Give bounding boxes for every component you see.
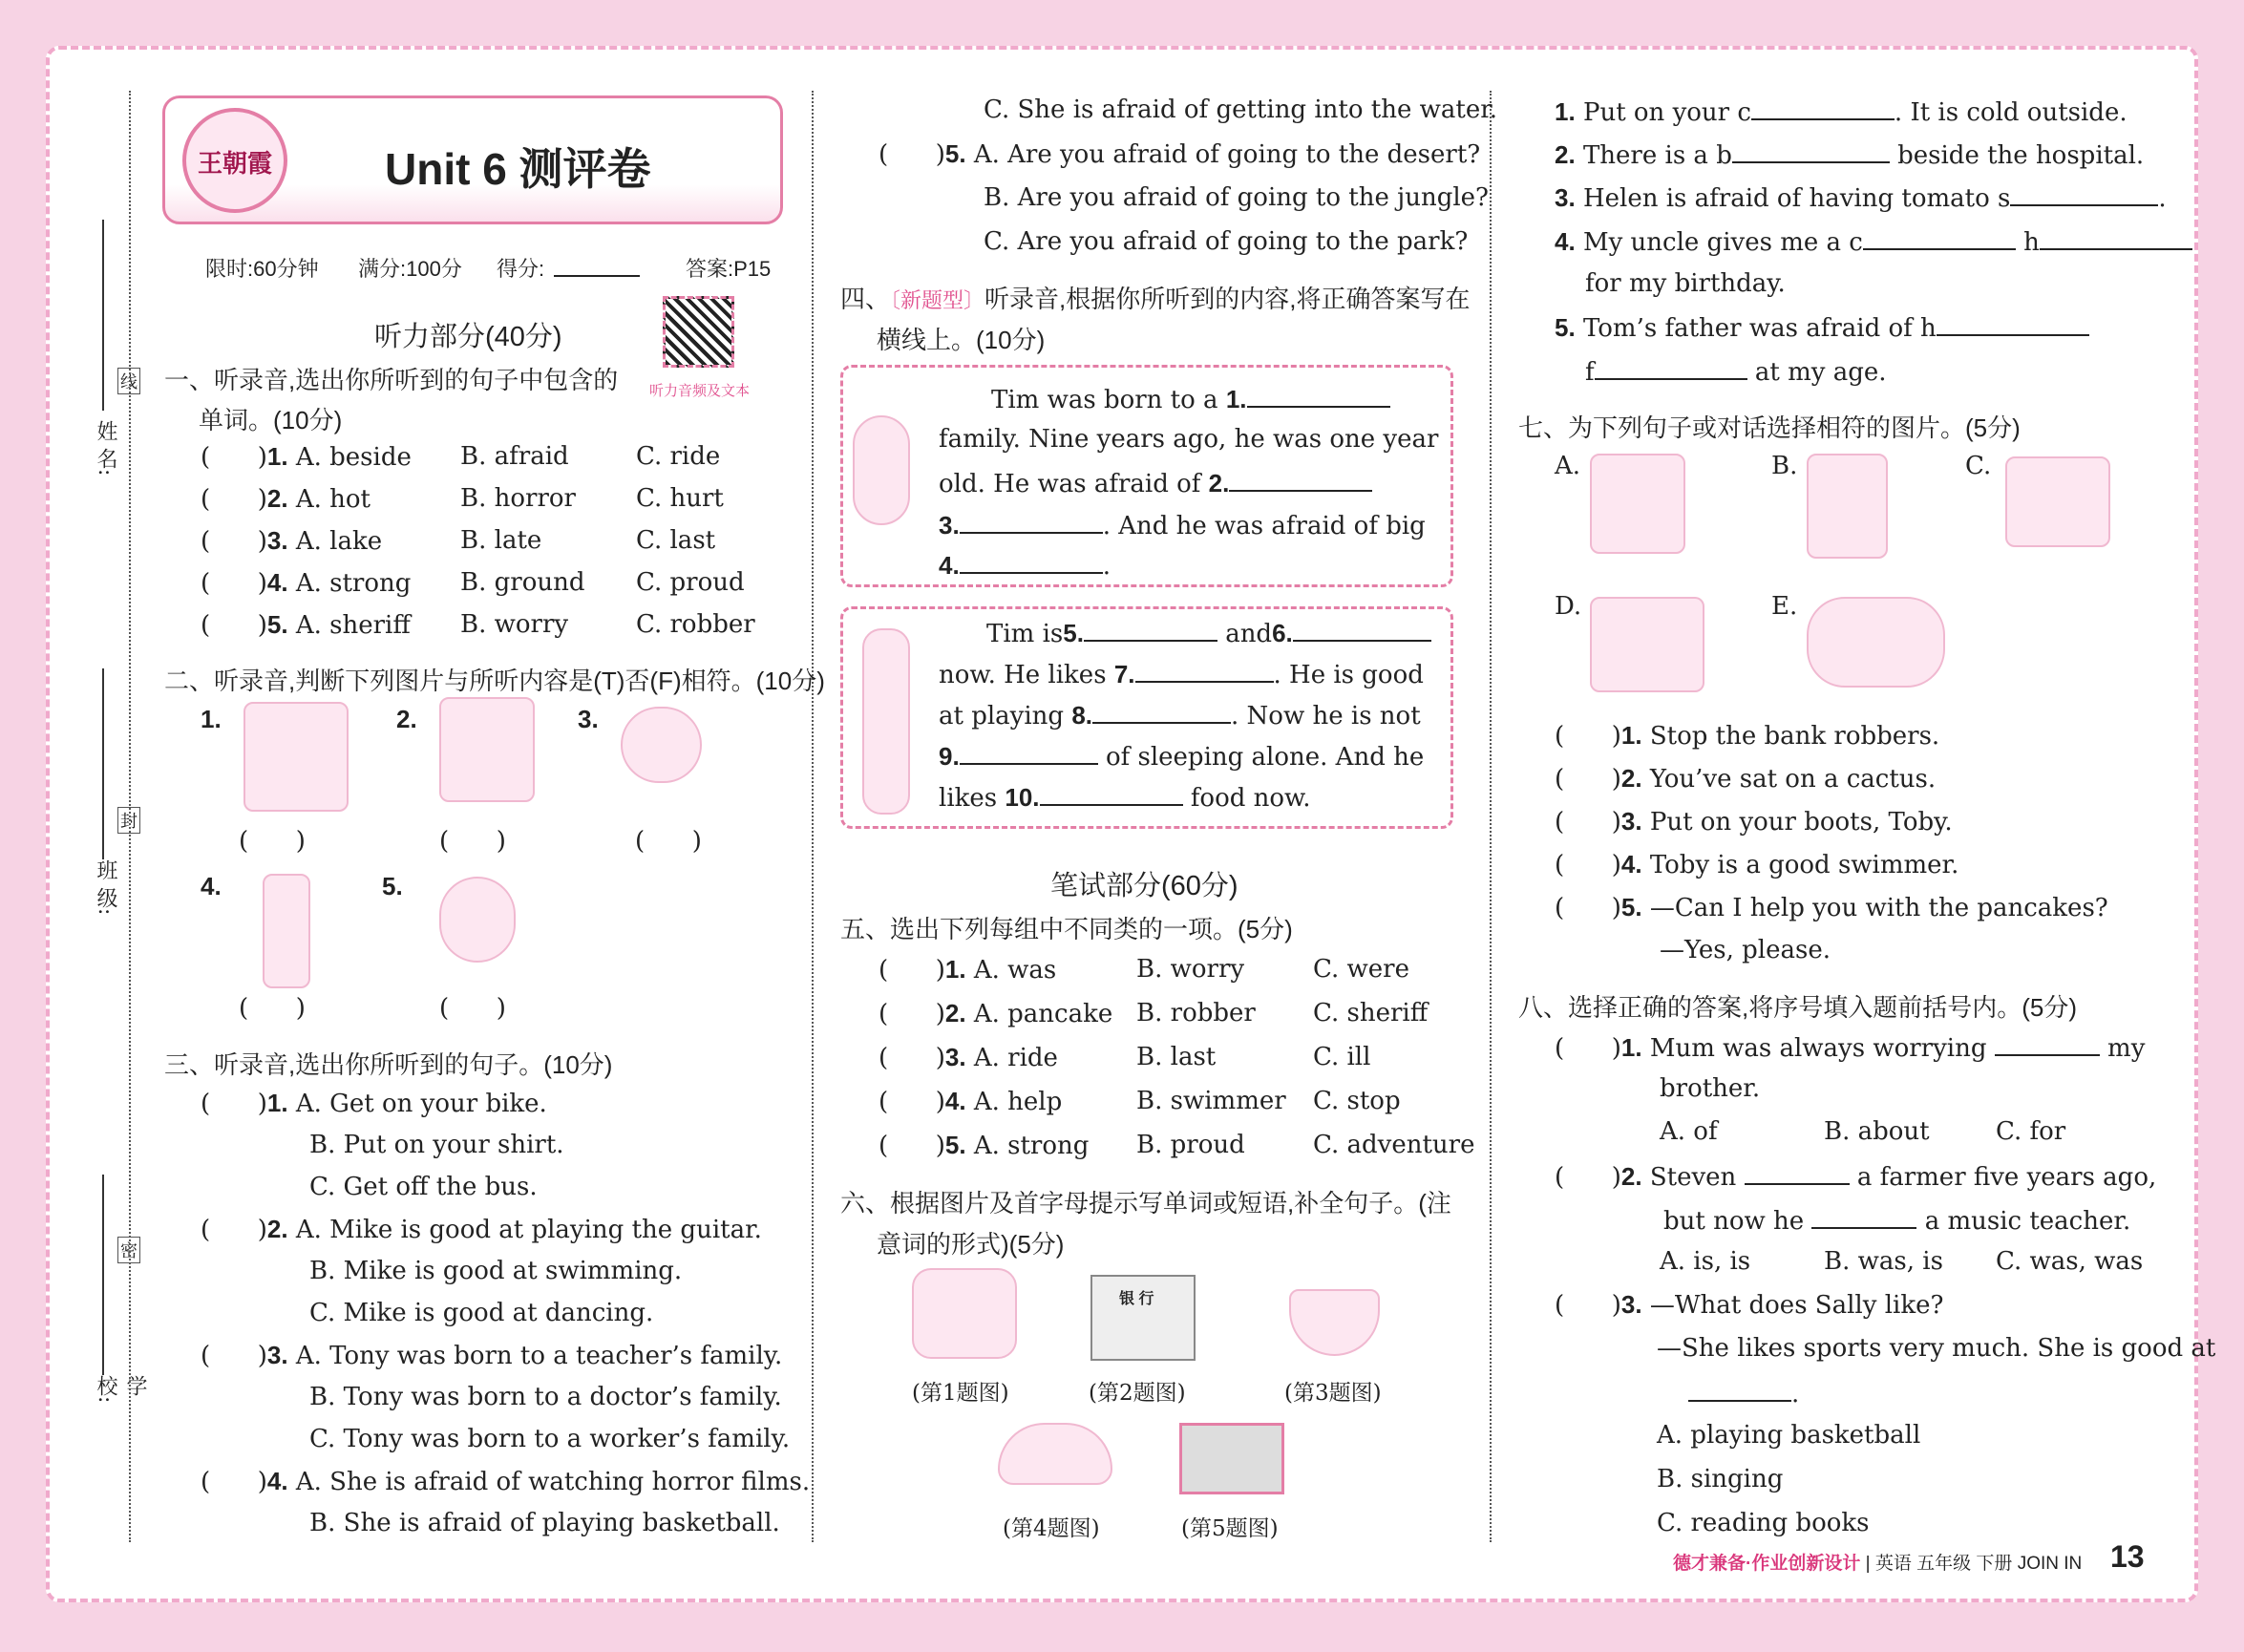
answer-bracket[interactable]: ( ) (201, 1342, 267, 1370)
caption: (第4题图) (1003, 1516, 1100, 1541)
bank-image (1090, 1275, 1196, 1361)
option-b: B. was, is (1824, 1247, 1943, 1276)
answer-bracket[interactable]: ( ) (879, 140, 945, 169)
written-title: 笔试部分(60分) (1050, 871, 1238, 901)
option-c: C. were (1313, 955, 1409, 984)
option-b: B. Are you afraid of going to the jungle? (984, 183, 1489, 212)
pic-label: 5. (382, 872, 403, 900)
class-line (102, 668, 104, 859)
s4-box-2 (840, 606, 1453, 829)
listening-title: 听力部分(40分) (374, 322, 562, 352)
fill-blank[interactable] (1863, 225, 2016, 250)
answer-bracket[interactable]: ( ) (1555, 894, 1621, 922)
full-score: 满分:100分 (358, 257, 462, 281)
fill-line: old. He was afraid of 2. (939, 467, 1372, 498)
option-b: B. ground (460, 568, 585, 597)
option-c: C. proud (636, 568, 745, 597)
option-a: A. is, is (1660, 1247, 1751, 1276)
option-c: C. hurt (636, 484, 724, 513)
pic-letter: A. (1555, 452, 1581, 480)
s5-title: 五、选出下列每组中不同类的一项。(5分) (840, 915, 1293, 943)
list-item: 5. Tom’s father was afraid of h (1555, 311, 2089, 343)
fill-line: 9. of sleeping alone. And he (939, 742, 1425, 772)
option-c: C. reading books (1657, 1509, 1870, 1537)
fill-blank[interactable] (960, 509, 1103, 534)
option-c: C. ride (636, 442, 721, 471)
option-b: B. singing (1657, 1465, 1784, 1493)
fill-blank[interactable] (2040, 225, 2192, 250)
fill-blank[interactable] (1937, 311, 2089, 336)
binding-margin (91, 220, 148, 1404)
fill-blank[interactable] (1688, 1377, 1791, 1402)
caption: (第5题图) (1181, 1516, 1279, 1541)
list-item: ( )3. A. ride (879, 1043, 1058, 1072)
name-label: 姓 名: (94, 420, 117, 477)
brand-logo (182, 108, 287, 213)
fill-line: now. He likes 7. . He is good (939, 660, 1424, 689)
pic-label: 1. (201, 705, 222, 733)
seal-mark-2: 封 (117, 807, 140, 834)
answer-bracket[interactable]: ( ) (439, 994, 506, 1023)
option-c: C. for (1996, 1117, 2066, 1146)
fill-line: Tim was born to a 1. (991, 383, 1390, 414)
list-item: 2. There is a b beside the hospital. (1555, 140, 2145, 170)
list-item: ( )3. A. lake (201, 526, 383, 556)
s4-title: 四、〔新题型〕听录音,根据你所听到的内容,将正确答案写在 (840, 285, 1471, 313)
list-item: ( )5. A. Are you afraid of going to the desert? (879, 139, 1481, 169)
list-item: ( )2. A. Mike is good at playing the guitar. (201, 1215, 762, 1244)
answer-bracket[interactable]: ( ) (239, 827, 306, 856)
option-b: B. horror (460, 484, 576, 513)
option-c: C. last (636, 526, 716, 555)
fill-line: family. Nine years ago, he was one year (939, 425, 1439, 454)
list-item: ( )2. You’ve sat on a cactus. (1555, 764, 1937, 794)
answer-bracket[interactable]: ( ) (1555, 765, 1621, 794)
list-item: ( )2. Steven a farmer five years ago, (1555, 1162, 2157, 1192)
answer-ref: 答案:P15 (686, 257, 772, 281)
time-limit: 限时:60分钟 (205, 257, 319, 281)
binding-divider (129, 91, 131, 1542)
caption: (第2题图) (1089, 1381, 1186, 1406)
option-b: B. worry (1136, 955, 1245, 984)
option-c: C. stop (1313, 1087, 1401, 1115)
option-b: B. proud (1136, 1131, 1245, 1159)
answer-bracket[interactable]: ( ) (201, 1216, 267, 1244)
option-c: C. robber (636, 610, 755, 639)
answer-bracket[interactable]: ( ) (1555, 1163, 1621, 1192)
tiger-cactus-image (2005, 456, 2110, 547)
list-item: ( )1. A. was (879, 955, 1057, 985)
list-item: ( )5. A. strong (879, 1131, 1090, 1160)
fill-blank[interactable] (1293, 617, 1431, 642)
series-name: 德才兼备·作业创新设计 (1673, 1554, 1861, 1574)
school-label: 学 校: (94, 1375, 147, 1404)
girl-image (439, 877, 516, 963)
fill-blank[interactable] (1732, 138, 1890, 163)
answer-bracket[interactable]: ( ) (201, 485, 267, 514)
fill-blank[interactable] (1995, 1031, 2100, 1056)
option-b: B. about (1824, 1117, 1930, 1146)
option-b: B. Mike is good at swimming. (309, 1257, 683, 1285)
title-banner (162, 95, 783, 224)
fill-blank[interactable] (960, 740, 1098, 765)
option-b: B. last (1136, 1043, 1217, 1071)
pic-letter: C. (1965, 452, 1992, 480)
option-b: B. late (460, 526, 542, 555)
fill-blank[interactable] (2010, 181, 2158, 206)
list-item: ( )1. Stop the bank robbers. (1555, 721, 1940, 751)
option-a: A. playing basketball (1657, 1421, 1921, 1450)
s4-title-2: 横线上。(10分) (877, 326, 1046, 354)
caption: (第1题图) (912, 1381, 1009, 1406)
answer-bracket[interactable]: ( ) (635, 827, 702, 856)
tv-monster-image (1179, 1423, 1284, 1494)
score-label: 得分: (497, 257, 545, 281)
column-divider-1 (812, 91, 814, 1542)
term: 下册 (1976, 1554, 2013, 1574)
footer (1673, 1549, 2082, 1575)
answer-bracket[interactable]: ( ) (201, 1468, 267, 1496)
fill-blank[interactable] (1751, 95, 1895, 120)
brand-name: 王朝霞 (197, 150, 272, 179)
dialogue-reply: —Yes, please. (1660, 936, 1831, 964)
answer-bracket[interactable]: ( ) (239, 994, 306, 1023)
footer-separator: | (1865, 1554, 1871, 1574)
s6-title: 六、根据图片及首字母提示写单词或短语,补全句子。(注 (840, 1189, 1451, 1218)
list-item: ( )4. A. She is afraid of watching horror films. (201, 1467, 811, 1496)
fill-blank[interactable] (1135, 658, 1274, 683)
young-tim-image (862, 628, 910, 815)
answer-bracket[interactable]: ( ) (201, 527, 267, 556)
answer-bracket[interactable]: ( ) (1555, 1291, 1621, 1320)
list-item-cont: —She likes sports very much. She is good at (1657, 1334, 2216, 1363)
pic-label: 2. (396, 705, 417, 733)
list-item-cont: for my birthday. (1585, 269, 1786, 298)
list-item: ( )5. —Can I help you with the pancakes? (1555, 893, 2108, 922)
answer-bracket[interactable]: ( ) (201, 1090, 267, 1118)
list-item: ( )2. A. hot (201, 484, 370, 514)
answer-bracket[interactable]: ( ) (1555, 1034, 1621, 1063)
option-b: B. swimmer (1136, 1087, 1286, 1115)
s1-title-2: 单词。(10分) (199, 406, 343, 434)
list-item: ( )5. A. sheriff (201, 610, 411, 640)
pic-letter: D. (1555, 592, 1582, 621)
s2-title: 二、听录音,判断下列图片与所听内容是(T)否(F)相符。(10分) (164, 667, 825, 695)
s3-title: 三、听录音,选出你所听到的句子。(10分) (164, 1050, 613, 1079)
fill-blank[interactable] (1084, 617, 1217, 642)
qr-label: 听力音频及文本 (649, 383, 751, 399)
s7-title: 七、为下列句子或对话选择相符的图片。(5分) (1518, 413, 2021, 442)
fill-line: Tim is5. and6. (986, 617, 1431, 648)
sheriff-horse-image (243, 702, 349, 812)
s1-title: 一、听录音,选出你所听到的句子中包含的 (164, 366, 619, 394)
pancakes-image (1590, 597, 1704, 692)
column-divider-2 (1490, 91, 1492, 1542)
edition: JOIN IN (2017, 1554, 2083, 1574)
answer-bracket[interactable]: ( ) (879, 1088, 945, 1116)
list-item: ( )3. A. Tony was born to a teacher’s family. (201, 1341, 783, 1370)
answer-bracket[interactable]: ( ) (439, 827, 506, 856)
option-b: B. worry (460, 610, 569, 639)
list-item: ( )3. Put on your boots, Toby. (1555, 807, 1953, 837)
option-c: C. Get off the bus. (309, 1173, 538, 1201)
list-item-cont: f at my age. (1585, 355, 1887, 387)
new-type-tag: 〔新题型〕 (890, 288, 985, 312)
fill-blank[interactable] (1229, 467, 1372, 492)
option-b: B. Tony was born to a doctor’s family. (309, 1383, 782, 1411)
caption: (第3题图) (1284, 1381, 1382, 1406)
class-label: 班 级: (94, 859, 117, 916)
pic-label: 4. (201, 872, 222, 900)
grade: 五年级 (1916, 1554, 1972, 1574)
fill-blank[interactable] (1092, 699, 1231, 724)
score-blank[interactable] (554, 275, 640, 277)
option-b: B. afraid (460, 442, 569, 471)
answer-bracket[interactable]: ( ) (879, 1000, 945, 1028)
answer-bracket[interactable]: ( ) (879, 1132, 945, 1160)
option-c: C. Mike is good at dancing. (309, 1299, 654, 1327)
s4-box-1 (840, 365, 1453, 587)
seal-mark-3: 密 (117, 1237, 140, 1263)
answer-bracket[interactable]: ( ) (1555, 851, 1621, 879)
answer-bracket[interactable]: ( ) (201, 443, 267, 472)
option-b: B. robber (1136, 999, 1256, 1027)
s8-title: 八、选择正确的答案,将序号填入题前括号内。(5分) (1518, 993, 2078, 1022)
pic-label: 3. (578, 705, 599, 733)
option-c: C. Are you afraid of going to the park? (984, 227, 1469, 256)
name-line (102, 220, 104, 411)
s6-title-2: 意词的形式)(5分) (877, 1230, 1065, 1259)
answer-bracket[interactable]: ( ) (879, 956, 945, 985)
list-item: 1. Put on your c . It is cold outside. (1555, 97, 2128, 127)
answer-bracket[interactable]: ( ) (201, 611, 267, 640)
spider-image (621, 707, 702, 783)
boy-image (263, 874, 310, 988)
fill-line: likes 10. food now. (939, 783, 1311, 813)
fill-blank[interactable] (1811, 1204, 1916, 1229)
list-item-cont: . (1688, 1377, 1799, 1408)
list-item: ( )4. A. help (879, 1087, 1063, 1116)
fill-line: 3. . And he was afraid of big (939, 511, 1426, 540)
pic-letter: B. (1771, 452, 1798, 480)
list-item: 3. Helen is afraid of having tomato s . (1555, 183, 2167, 213)
tiger-swimming-image (1807, 597, 1945, 688)
fill-line: at playing 8. . Now he is not (939, 701, 1421, 731)
option-c: C. adventure (1313, 1131, 1475, 1159)
pic-letter: E. (1771, 592, 1798, 621)
page-number: 13 (2110, 1539, 2145, 1574)
bank-sign: 银 行 (1119, 1291, 1154, 1307)
option-c: C. ill (1313, 1043, 1371, 1071)
list-item-cont: but now he a music teacher. (1663, 1204, 2130, 1236)
school-line (102, 1175, 104, 1375)
list-item: ( )3. —What does Sally like? (1555, 1290, 1944, 1320)
sweater-image (912, 1268, 1017, 1359)
list-item: ( )1. A. Get on your bike. (201, 1089, 547, 1118)
bank-robbers-image (1807, 454, 1888, 559)
fill-blank[interactable] (960, 549, 1103, 574)
option-c: C. She is afraid of getting into the water. (984, 95, 1498, 124)
fill-line: 4. . (939, 551, 1111, 581)
answer-bracket[interactable]: ( ) (201, 569, 267, 598)
fill-blank[interactable] (1040, 781, 1183, 806)
option-c: C. sheriff (1313, 999, 1429, 1027)
list-item: ( )1. Mum was always worrying my (1555, 1033, 2146, 1063)
option-b: B. Put on your shirt. (309, 1131, 564, 1159)
qr-code-icon[interactable] (663, 296, 734, 368)
list-item-cont: brother. (1660, 1074, 1761, 1103)
answer-bracket[interactable]: ( ) (1555, 722, 1621, 751)
list-item: ( )4. A. strong (201, 568, 412, 598)
option-c: C. was, was (1996, 1247, 2144, 1276)
fill-blank[interactable] (1595, 355, 1747, 380)
option-a: A. of (1660, 1117, 1718, 1146)
list-item: ( )4. Toby is a good swimmer. (1555, 850, 1959, 879)
fill-blank[interactable] (1247, 383, 1390, 408)
answer-bracket[interactable]: ( ) (879, 1044, 945, 1072)
answer-bracket[interactable]: ( ) (1555, 808, 1621, 837)
cowboy-tiger-image (1590, 454, 1685, 554)
page-title: Unit 6 测评卷 (385, 144, 651, 194)
seal-mark-1: 线 (117, 368, 140, 394)
option-c: C. Tony was born to a worker’s family. (309, 1425, 791, 1453)
fill-blank[interactable] (1745, 1160, 1850, 1185)
list-item: ( )2. A. pancake (879, 999, 1113, 1028)
baby-tim-image (853, 415, 910, 525)
list-item: ( )1. A. beside (201, 442, 412, 472)
tiger-image (439, 697, 535, 802)
list-item: 4. My uncle gives me a c h (1555, 225, 2192, 257)
option-b: B. She is afraid of playing basketball. (309, 1509, 780, 1537)
subject: 英语 (1874, 1554, 1912, 1574)
